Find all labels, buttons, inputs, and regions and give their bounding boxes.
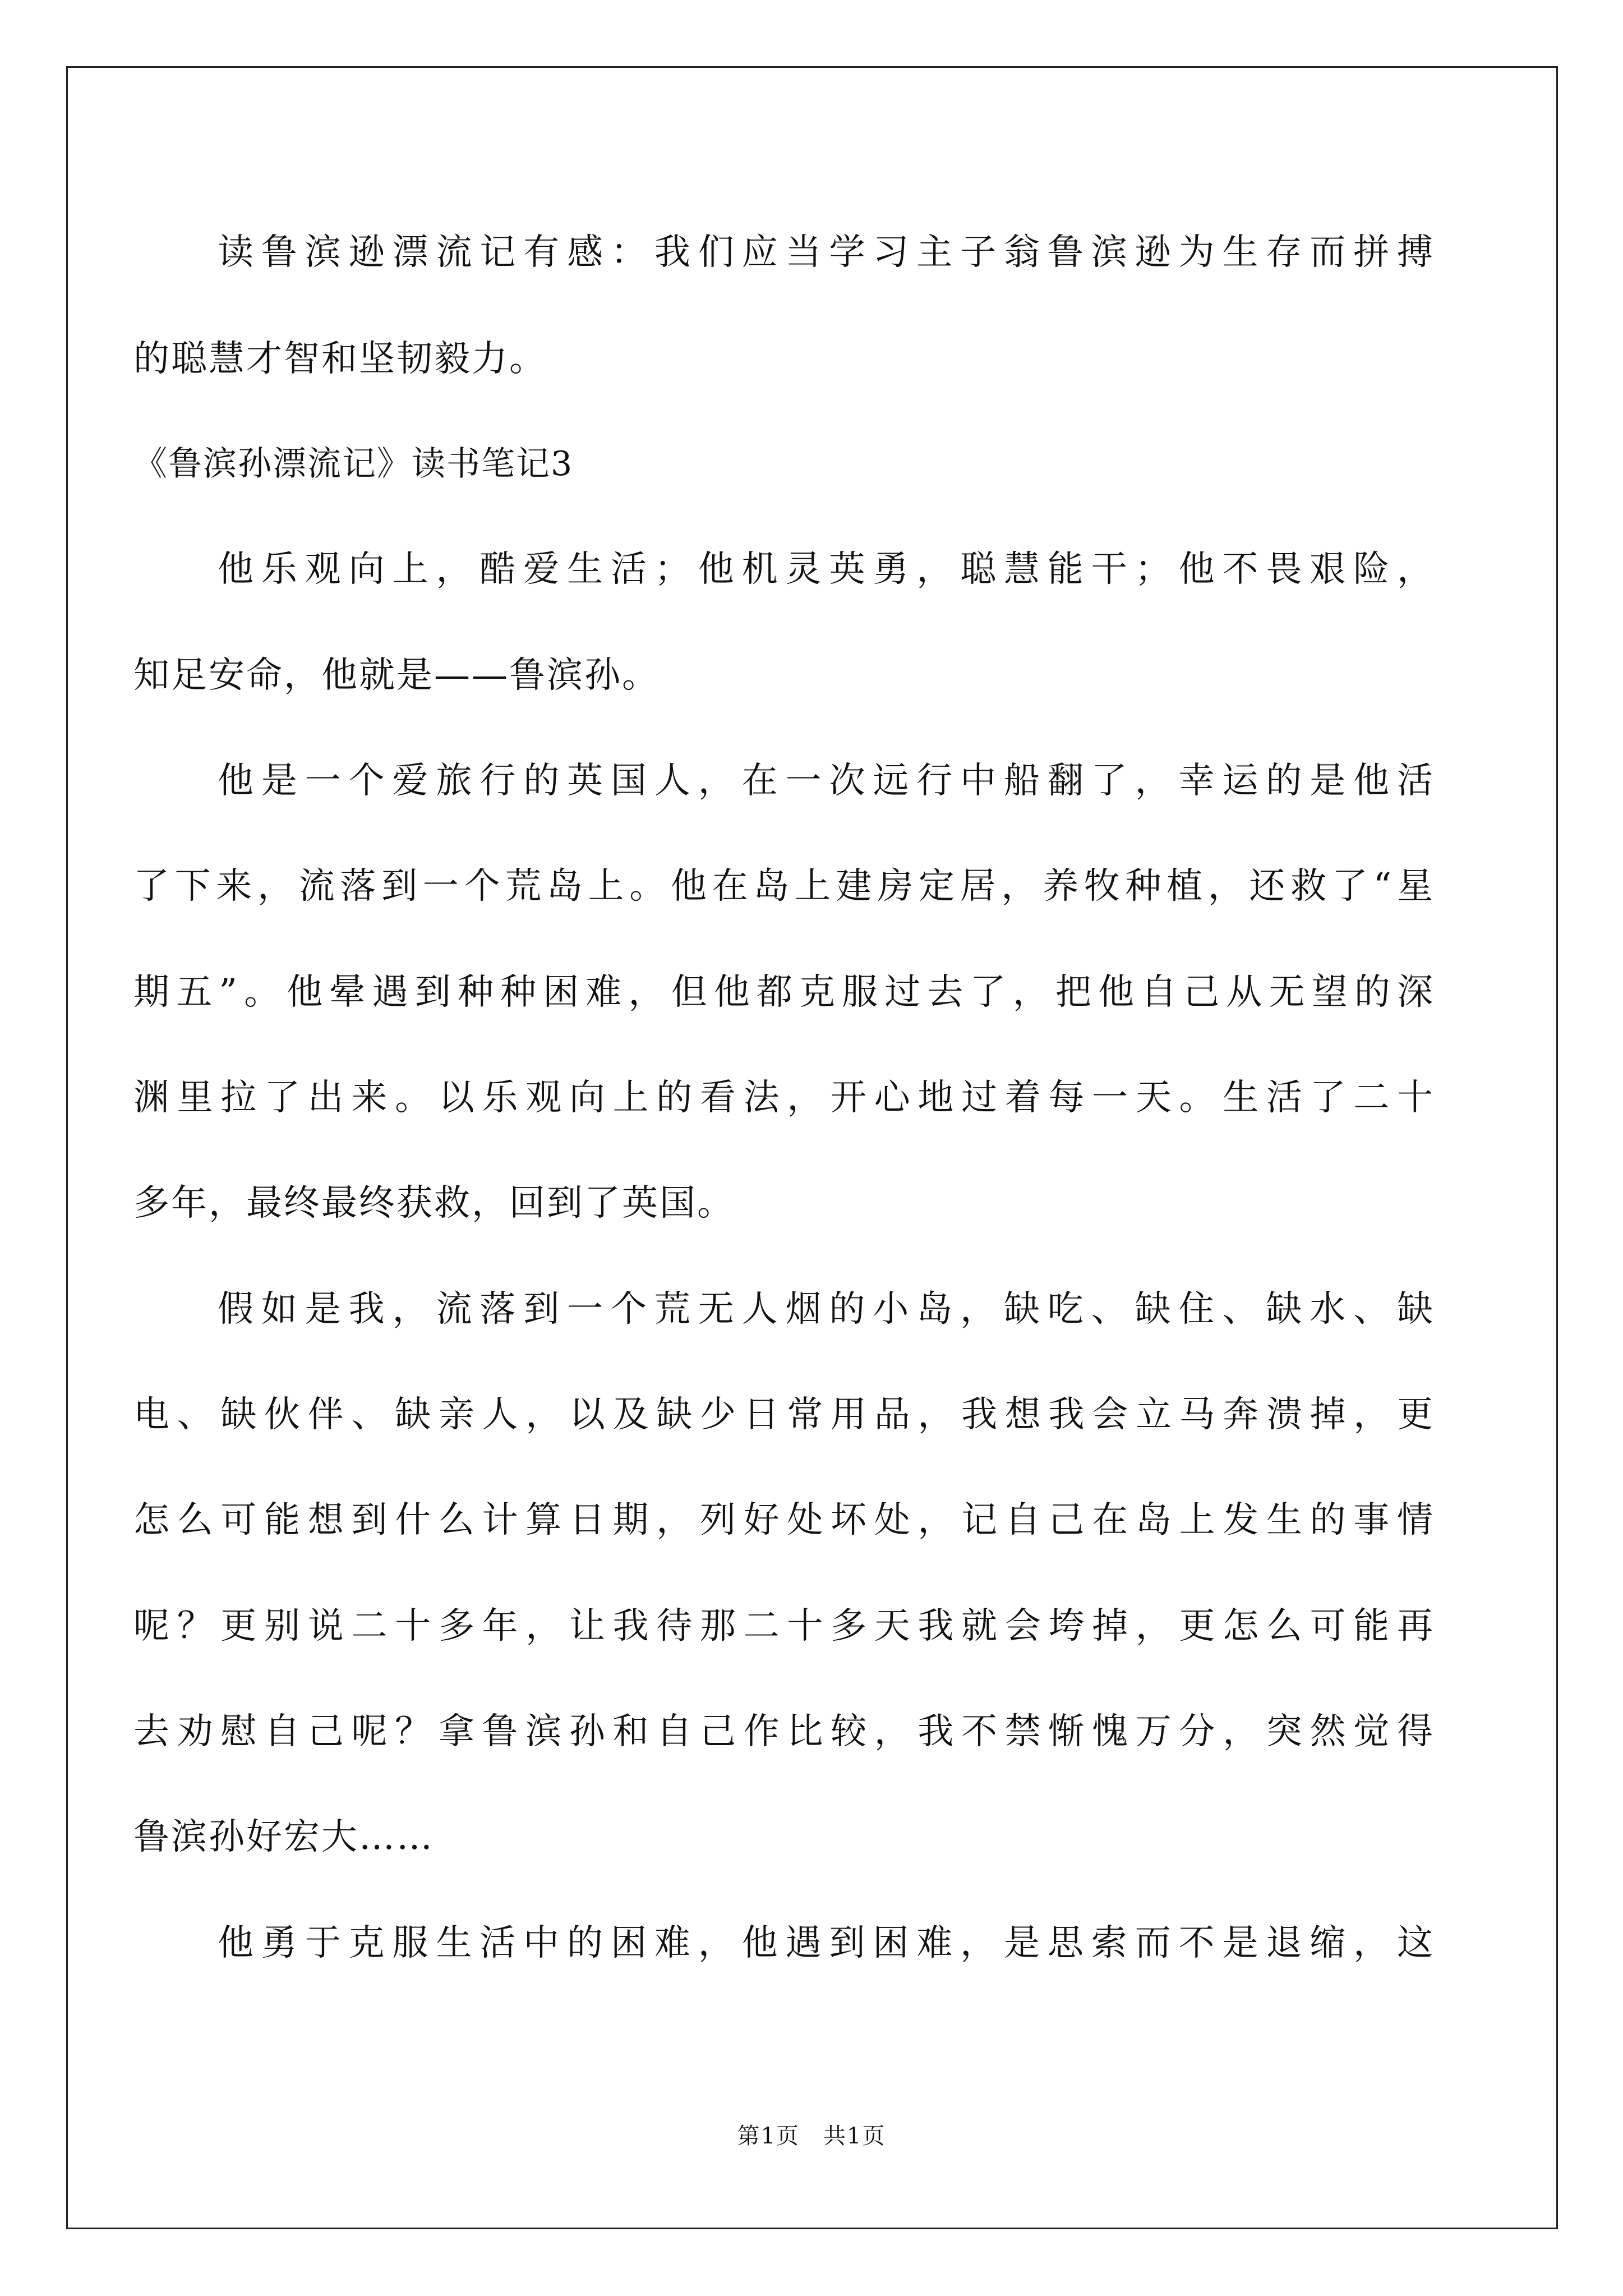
paragraph-line: 呢？更别说二十多年，让我待那二十多天我就会垮掉，更怎么可能再 — [133, 1605, 1435, 1647]
paragraph-line: 的聪慧才智和坚韧毅力。 — [133, 338, 547, 380]
paragraph-line: 多年，最终最终获救，回到了英国。 — [133, 1182, 735, 1224]
paragraph-line: 读鲁滨逊漂流记有感：我们应当学习主子翁鲁滨逊为生存而拼搏 — [218, 232, 1435, 273]
paragraph-line: 假如是我，流落到一个荒无人烟的小岛，缺吃、缺住、缺水、缺 — [218, 1289, 1435, 1330]
paragraph-line: 他乐观向上，酷爱生活；他机灵英勇，聪慧能干；他不畏艰险， — [218, 549, 1435, 590]
page-border — [66, 66, 1558, 2229]
paragraph-line: 电、缺伙伴、缺亲人，以及缺少日常用品，我想我会立马奔溃掉，更 — [133, 1394, 1435, 1435]
paragraph-line: 他勇于克服生活中的困难，他遇到困难，是思索而不是退缩，这 — [218, 1922, 1435, 1964]
paragraph-line: 知足安命，他就是——鲁滨孙。 — [133, 655, 660, 696]
paragraph-line: 鲁滨孙好宏大…… — [133, 1816, 434, 1858]
paragraph-line: 他是一个爱旅行的英国人，在一次远行中船翻了，幸运的是他活 — [218, 760, 1435, 802]
paragraph-line: 去劝慰自己呢？拿鲁滨孙和自己作比较，我不禁惭愧万分，突然觉得 — [133, 1711, 1435, 1752]
paragraph-line: 渊里拉了出来。以乐观向上的看法，开心地过着每一天。生活了二十 — [133, 1077, 1435, 1119]
paragraph-line: 了下来，流落到一个荒岛上。他在岛上建房定居，养牧种植，还救了“星 — [133, 866, 1435, 907]
page-number-footer: 第1页 共1页 — [737, 2123, 886, 2149]
paragraph-line: 期五”。他晕遇到种种困难，但他都克服过去了，把他自己从无望的深 — [133, 972, 1435, 1013]
paragraph-line: 怎么可能想到什么计算日期，列好处坏处，记自己在岛上发生的事情 — [133, 1499, 1435, 1541]
section-heading: 《鲁滨孙漂流记》读书笔记3 — [133, 444, 574, 484]
